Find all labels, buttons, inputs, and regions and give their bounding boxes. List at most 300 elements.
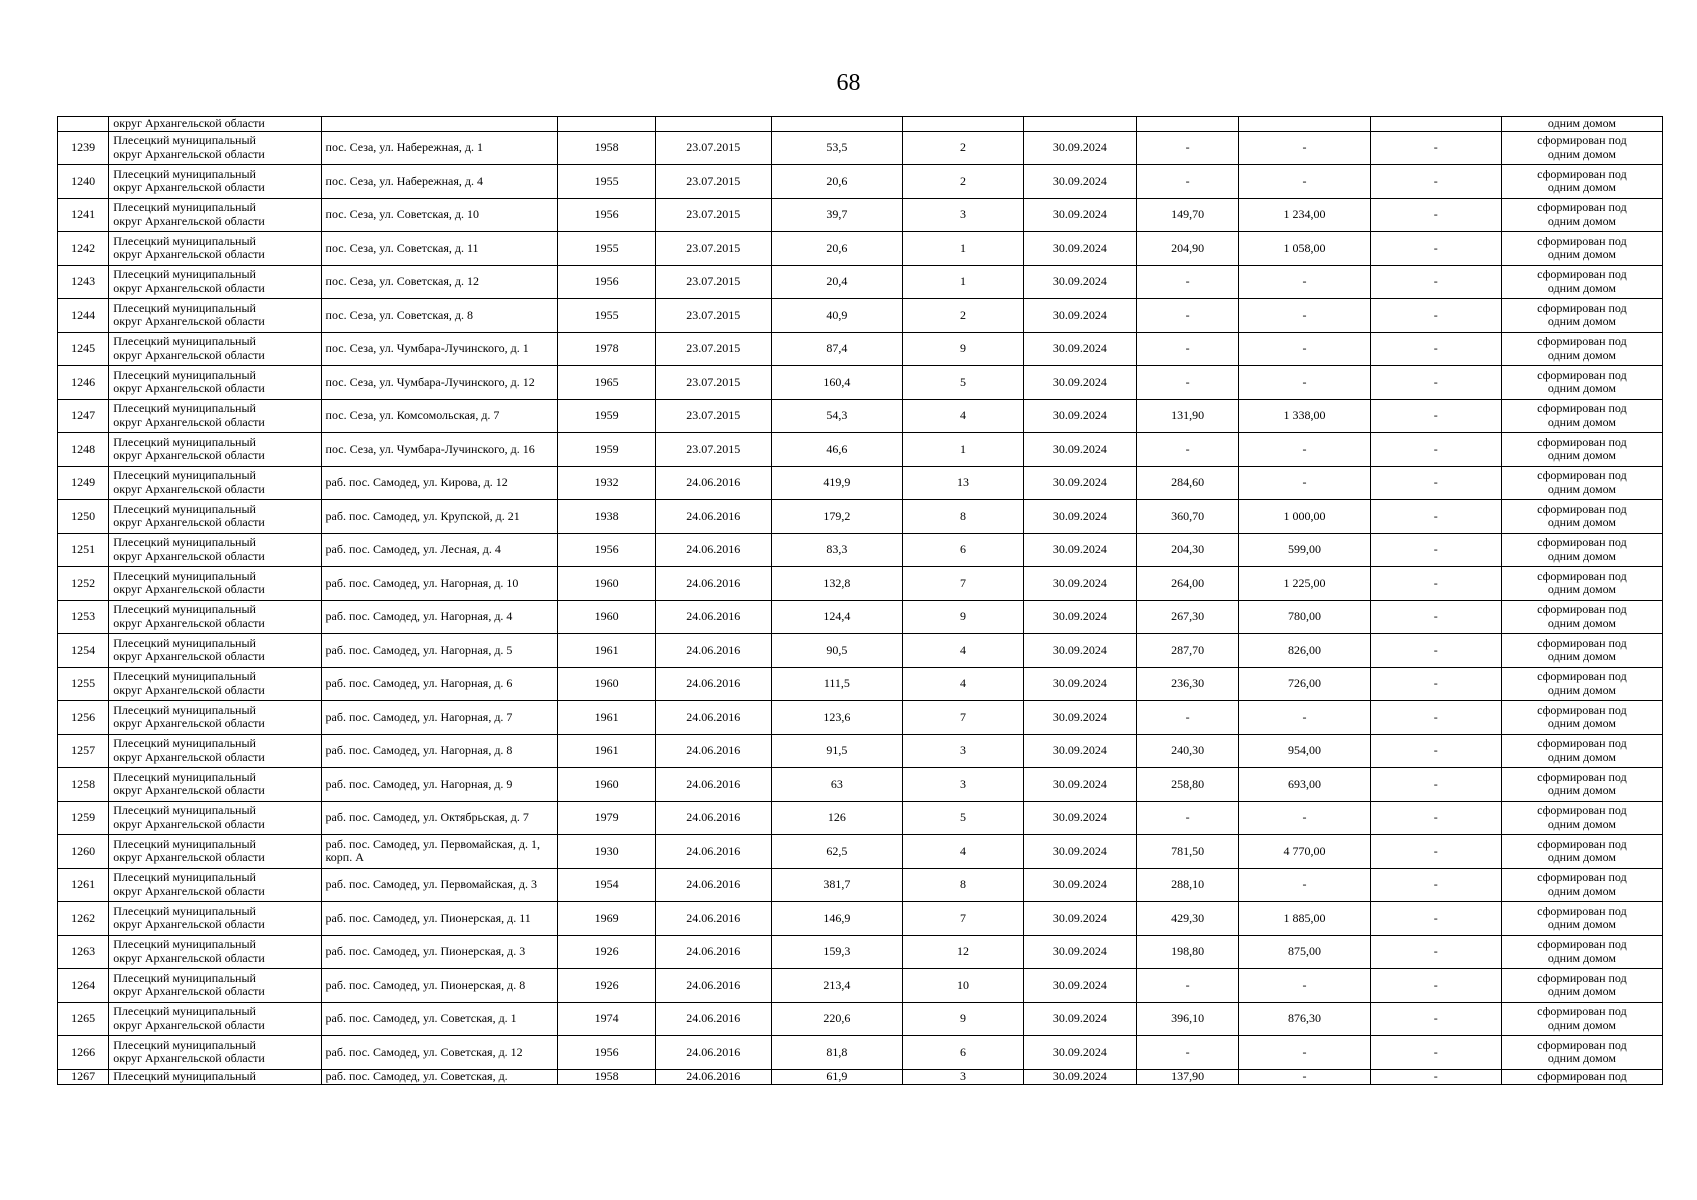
cell-num: 1258 xyxy=(58,768,109,802)
cell-municipality xyxy=(109,332,321,366)
cell-municipality-line-1: Плесецкий муниципальный xyxy=(113,166,256,181)
cell-amount-3: - xyxy=(1370,734,1501,768)
cell-date: 24.06.2016 xyxy=(655,667,771,701)
cell-address: пос. Сеза, ул. Советская, д. 10 xyxy=(321,198,558,232)
cell-plan-date: 30.09.2024 xyxy=(1024,399,1137,433)
cell-note-line-2: одним домом xyxy=(1547,146,1616,161)
cell-date: 24.06.2016 xyxy=(655,868,771,902)
cell-plan-date: 30.09.2024 xyxy=(1024,902,1137,936)
cell-municipality-line-2: округ Архангельской области xyxy=(113,448,265,463)
cell-note xyxy=(1501,935,1662,969)
cell-amount-3: - xyxy=(1370,868,1501,902)
cell-note-line-2: одним домом xyxy=(1547,448,1616,463)
cell-residents: 7 xyxy=(903,567,1024,601)
table-row xyxy=(58,1036,1663,1070)
cell-residents: 4 xyxy=(903,399,1024,433)
cell-residents: 7 xyxy=(903,701,1024,735)
cell-municipality-line-2: округ Архангельской области xyxy=(113,749,265,764)
cell-municipality-line-2: округ Архангельской области xyxy=(113,615,265,630)
cell-plan-date: 30.09.2024 xyxy=(1024,634,1137,668)
cell-date: 24.06.2016 xyxy=(655,801,771,835)
cell-num: 1264 xyxy=(58,969,109,1003)
table-row xyxy=(58,366,1663,400)
cell-plan-date: 30.09.2024 xyxy=(1024,667,1137,701)
cell-amount-3: - xyxy=(1370,667,1501,701)
cell-amount-1: - xyxy=(1136,299,1239,333)
cell-date: 23.07.2015 xyxy=(655,131,771,165)
cell-year: 1960 xyxy=(558,567,655,601)
table-row xyxy=(58,868,1663,902)
cell-amount-2 xyxy=(1239,117,1370,132)
cell-year: 1965 xyxy=(558,366,655,400)
cell-amount-2: - xyxy=(1239,332,1370,366)
cell-area: 126 xyxy=(771,801,902,835)
cell-note-line-1: сформирован под xyxy=(1537,568,1627,583)
cell-year: 1961 xyxy=(558,701,655,735)
cell-area: 83,3 xyxy=(771,533,902,567)
cell-plan-date: 30.09.2024 xyxy=(1024,299,1137,333)
cell-amount-1: 204,90 xyxy=(1136,232,1239,266)
cell-plan-date: 30.09.2024 xyxy=(1024,131,1137,165)
cell-amount-2: - xyxy=(1239,131,1370,165)
cell-num: 1265 xyxy=(58,1002,109,1036)
cell-note xyxy=(1501,667,1662,701)
cell-amount-3: - xyxy=(1370,533,1501,567)
cell-amount-2: - xyxy=(1239,969,1370,1003)
cell-year: 1958 xyxy=(558,131,655,165)
cell-note-line-2: одним домом xyxy=(1547,984,1616,999)
cell-municipality xyxy=(109,935,321,969)
cell-note-line-1: сформирован под xyxy=(1537,200,1627,215)
cell-address: раб. пос. Самодед, ул. Пионерская, д. 11 xyxy=(321,902,558,936)
table-row xyxy=(58,634,1663,668)
cell-municipality xyxy=(109,1002,321,1036)
cell-year: 1978 xyxy=(558,332,655,366)
cell-municipality xyxy=(109,1036,321,1070)
cell-date: 23.07.2015 xyxy=(655,198,771,232)
cell-note xyxy=(1501,198,1662,232)
cell-amount-3: - xyxy=(1370,232,1501,266)
cell-residents: 6 xyxy=(903,533,1024,567)
cell-note xyxy=(1501,165,1662,199)
cell-note-line-1: сформирован под xyxy=(1537,1004,1627,1019)
cell-plan-date: 30.09.2024 xyxy=(1024,868,1137,902)
cell-note xyxy=(1501,902,1662,936)
cell-plan-date: 30.09.2024 xyxy=(1024,801,1137,835)
cell-residents: 3 xyxy=(903,768,1024,802)
cell-note xyxy=(1501,466,1662,500)
cell-residents xyxy=(903,117,1024,132)
cell-note xyxy=(1501,969,1662,1003)
cell-note-line-2: одним домом xyxy=(1547,414,1616,429)
cell-amount-1: 258,80 xyxy=(1136,768,1239,802)
cell-note-line-2: одним домом xyxy=(1547,749,1616,764)
table-row xyxy=(58,667,1663,701)
cell-plan-date: 30.09.2024 xyxy=(1024,969,1137,1003)
cell-amount-3: - xyxy=(1370,466,1501,500)
cell-date: 24.06.2016 xyxy=(655,600,771,634)
cell-amount-2: - xyxy=(1239,801,1370,835)
cell-note-line-1: сформирован под xyxy=(1537,970,1627,985)
cell-amount-2: - xyxy=(1239,1036,1370,1070)
cell-municipality-line-2: округ Архангельской области xyxy=(113,716,265,731)
cell-date: 23.07.2015 xyxy=(655,299,771,333)
cell-residents: 9 xyxy=(903,600,1024,634)
cell-municipality xyxy=(109,667,321,701)
cell-address: раб. пос. Самодед, ул. Советская, д. 12 xyxy=(321,1036,558,1070)
cell-amount-1: - xyxy=(1136,701,1239,735)
cell-amount-3: - xyxy=(1370,969,1501,1003)
cell-note-line-1: сформирован под xyxy=(1537,870,1627,885)
table-row xyxy=(58,198,1663,232)
cell-amount-3: - xyxy=(1370,801,1501,835)
cell-amount-2: 1 000,00 xyxy=(1239,500,1370,534)
cell-address: пос. Сеза, ул. Советская, д. 8 xyxy=(321,299,558,333)
cell-plan-date: 30.09.2024 xyxy=(1024,332,1137,366)
cell-note-line-1: сформирован под xyxy=(1537,434,1627,449)
cell-year: 1932 xyxy=(558,466,655,500)
cell-note-line-2: одним домом xyxy=(1547,515,1616,530)
cell-municipality xyxy=(109,701,321,735)
cell-address: пос. Сеза, ул. Набережная, д. 4 xyxy=(321,165,558,199)
table-row xyxy=(58,299,1663,333)
cell-note xyxy=(1501,768,1662,802)
cell-municipality-line-1: Плесецкий муниципальный xyxy=(113,133,256,148)
cell-note xyxy=(1501,801,1662,835)
cell-municipality xyxy=(109,198,321,232)
cell-amount-3: - xyxy=(1370,567,1501,601)
cell-note-line-2: одним домом xyxy=(1547,615,1616,630)
cell-residents: 10 xyxy=(903,969,1024,1003)
cell-address: пос. Сеза, ул. Чумбара-Лучинского, д. 16 xyxy=(321,433,558,467)
cell-num: 1249 xyxy=(58,466,109,500)
cell-note-line-2: одним домом xyxy=(1547,280,1616,295)
table-row xyxy=(58,701,1663,735)
cell-note-line-1: сформирован под xyxy=(1537,803,1627,818)
cell-plan-date: 30.09.2024 xyxy=(1024,265,1137,299)
cell-date: 23.07.2015 xyxy=(655,366,771,400)
cell-area: 179,2 xyxy=(771,500,902,534)
cell-amount-2: 780,00 xyxy=(1239,600,1370,634)
cell-residents: 1 xyxy=(903,433,1024,467)
cell-area: 40,9 xyxy=(771,299,902,333)
cell-num: 1263 xyxy=(58,935,109,969)
cell-area: 39,7 xyxy=(771,198,902,232)
cell-amount-3: - xyxy=(1370,500,1501,534)
cell-plan-date: 30.09.2024 xyxy=(1024,600,1137,634)
cell-note-line-2: одним домом xyxy=(1547,682,1616,697)
cell-note xyxy=(1501,299,1662,333)
cell-municipality-line-1: Плесецкий муниципальный xyxy=(113,903,256,918)
cell-note-line-1: сформирован под xyxy=(1537,267,1627,282)
cell-note-line-1: сформирован под xyxy=(1537,702,1627,717)
cell-amount-3 xyxy=(1370,117,1501,132)
cell-municipality-line-2: округ Архангельской области xyxy=(113,481,265,496)
cell-amount-1 xyxy=(1136,117,1239,132)
cell-date: 23.07.2015 xyxy=(655,265,771,299)
cell-area: 62,5 xyxy=(771,835,902,869)
cell-amount-3: - xyxy=(1370,433,1501,467)
cell-amount-2: 875,00 xyxy=(1239,935,1370,969)
cell-amount-1: 429,30 xyxy=(1136,902,1239,936)
cell-plan-date: 30.09.2024 xyxy=(1024,835,1137,869)
cell-date: 24.06.2016 xyxy=(655,1002,771,1036)
cell-municipality xyxy=(109,868,321,902)
cell-address: пос. Сеза, ул. Советская, д. 12 xyxy=(321,265,558,299)
cell-amount-1: - xyxy=(1136,131,1239,165)
cell-amount-2: 693,00 xyxy=(1239,768,1370,802)
cell-plan-date: 30.09.2024 xyxy=(1024,701,1137,735)
cell-note-line-2: одним домом xyxy=(1547,314,1616,329)
cell-year: 1959 xyxy=(558,399,655,433)
cell-note-line-2: одним домом xyxy=(1547,548,1616,563)
cell-year xyxy=(558,117,655,132)
cell-year: 1938 xyxy=(558,500,655,534)
cell-municipality-line-1: Плесецкий муниципальный xyxy=(113,870,256,885)
cell-note-line-1: сформирован под xyxy=(1537,1037,1627,1052)
cell-num: 1240 xyxy=(58,165,109,199)
cell-residents: 1 xyxy=(903,265,1024,299)
cell-amount-3: - xyxy=(1370,1002,1501,1036)
cell-date: 24.06.2016 xyxy=(655,466,771,500)
cell-municipality-line-1: Плесецкий муниципальный xyxy=(113,434,256,449)
cell-address xyxy=(321,1069,558,1084)
table-row xyxy=(58,1002,1663,1036)
cell-municipality-line-1: Плесецкий муниципальный xyxy=(113,669,256,684)
cell-area: 81,8 xyxy=(771,1036,902,1070)
cell-note-line-2: одним домом xyxy=(1547,582,1616,597)
cell-amount-2: 1 338,00 xyxy=(1239,399,1370,433)
cell-area: 160,4 xyxy=(771,366,902,400)
cell-note-line-1: сформирован под xyxy=(1537,937,1627,952)
cell-municipality-line-2: округ Архангельской области xyxy=(113,314,265,329)
cell-municipality-line-1: Плесецкий муниципальный xyxy=(113,1037,256,1052)
cell-amount-3: - xyxy=(1370,299,1501,333)
cell-note xyxy=(1501,399,1662,433)
cell-note xyxy=(1501,265,1662,299)
page-number: 68 xyxy=(836,70,861,96)
cell-year: 1926 xyxy=(558,935,655,969)
cell-area: 61,9 xyxy=(771,1069,902,1084)
cell-note xyxy=(1501,1036,1662,1070)
cell-num: 1243 xyxy=(58,265,109,299)
cell-municipality-line-2: округ Архангельской области xyxy=(113,515,265,530)
cell-amount-1: - xyxy=(1136,165,1239,199)
cell-num: 1246 xyxy=(58,366,109,400)
cell-area: 132,8 xyxy=(771,567,902,601)
cell-plan-date: 30.09.2024 xyxy=(1024,232,1137,266)
cell-municipality-line-2: округ Архангельской области xyxy=(113,950,265,965)
cell-amount-1: 396,10 xyxy=(1136,1002,1239,1036)
cell-amount-3: - xyxy=(1370,399,1501,433)
cell-date: 23.07.2015 xyxy=(655,332,771,366)
cell-municipality xyxy=(109,265,321,299)
cell-plan-date: 30.09.2024 xyxy=(1024,466,1137,500)
cell-address-text: раб. пос. Самодед, ул. Советская, д. xyxy=(325,1070,508,1083)
cell-residents: 2 xyxy=(903,165,1024,199)
cell-year: 1961 xyxy=(558,734,655,768)
cell-residents: 8 xyxy=(903,500,1024,534)
cell-date: 24.06.2016 xyxy=(655,1036,771,1070)
table-body xyxy=(58,117,1663,1085)
cell-amount-1: 198,80 xyxy=(1136,935,1239,969)
cell-municipality-line-2: округ Архангельской области xyxy=(113,883,265,898)
cell-municipality xyxy=(109,1069,321,1084)
cell-date: 24.06.2016 xyxy=(655,835,771,869)
cell-plan-date: 30.09.2024 xyxy=(1024,1069,1137,1084)
cell-note-line-2: одним домом xyxy=(1547,816,1616,831)
cell-note-line-2: одним домом xyxy=(1547,481,1616,496)
cell-note-line-1: сформирован под xyxy=(1537,669,1627,684)
cell-residents: 4 xyxy=(903,667,1024,701)
cell-residents: 3 xyxy=(903,198,1024,232)
cell-year: 1959 xyxy=(558,433,655,467)
cell-date: 24.06.2016 xyxy=(655,1069,771,1084)
table-row xyxy=(58,902,1663,936)
cell-area: 20,6 xyxy=(771,232,902,266)
cell-num: 1254 xyxy=(58,634,109,668)
cell-municipality xyxy=(109,433,321,467)
cell-municipality-line-1: Плесецкий муниципальный xyxy=(113,535,256,550)
cell-date: 24.06.2016 xyxy=(655,701,771,735)
cell-year: 1930 xyxy=(558,835,655,869)
cell-amount-2: - xyxy=(1239,299,1370,333)
cell-amount-1: - xyxy=(1136,969,1239,1003)
cell-address: раб. пос. Самодед, ул. Нагорная, д. 5 xyxy=(321,634,558,668)
cell-amount-3: - xyxy=(1370,366,1501,400)
cell-area: 123,6 xyxy=(771,701,902,735)
cell-address: пос. Сеза, ул. Советская, д. 11 xyxy=(321,232,558,266)
cell-num: 1267 xyxy=(58,1069,109,1084)
table-row xyxy=(58,131,1663,165)
cell-note xyxy=(1501,835,1662,869)
cell-address: раб. пос. Самодед, ул. Нагорная, д. 9 xyxy=(321,768,558,802)
cell-note-line-2: одним домом xyxy=(1547,213,1616,228)
cell-year: 1956 xyxy=(558,1036,655,1070)
cell-municipality-line-2: округ Архангельской области xyxy=(113,816,265,831)
cell-note-line-1: сформирован под xyxy=(1537,166,1627,181)
cell-residents: 12 xyxy=(903,935,1024,969)
cell-num: 1262 xyxy=(58,902,109,936)
cell-amount-1: - xyxy=(1136,433,1239,467)
cell-amount-1: - xyxy=(1136,332,1239,366)
cell-amount-3: - xyxy=(1370,332,1501,366)
continuation-row xyxy=(58,117,1663,132)
cell-amount-3: - xyxy=(1370,902,1501,936)
cell-area: 419,9 xyxy=(771,466,902,500)
cell-date: 24.06.2016 xyxy=(655,902,771,936)
cell-residents: 13 xyxy=(903,466,1024,500)
table-row xyxy=(58,835,1663,869)
cell-note-line-2: одним домом xyxy=(1547,180,1616,195)
cell-residents: 9 xyxy=(903,1002,1024,1036)
cell-year: 1956 xyxy=(558,198,655,232)
cell-note xyxy=(1501,131,1662,165)
cell-date: 23.07.2015 xyxy=(655,232,771,266)
cell-plan-date: 30.09.2024 xyxy=(1024,165,1137,199)
table-row xyxy=(58,734,1663,768)
cell-note-line-2: одним домом xyxy=(1547,1017,1616,1032)
cell-amount-2: 1 225,00 xyxy=(1239,567,1370,601)
cell-municipality-line-2: округ Архангельской области xyxy=(113,917,265,932)
cell-amount-2: 4 770,00 xyxy=(1239,835,1370,869)
cell-plan-date: 30.09.2024 xyxy=(1024,1002,1137,1036)
cell-amount-2: - xyxy=(1239,466,1370,500)
table-row xyxy=(58,265,1663,299)
table-row xyxy=(58,466,1663,500)
cell-municipality-line-1: Плесецкий муниципальный xyxy=(113,635,256,650)
cell-amount-2: 954,00 xyxy=(1239,734,1370,768)
cell-municipality-line-1: Плесецкий муниципальный xyxy=(113,300,256,315)
cell-amount-1: 131,90 xyxy=(1136,399,1239,433)
cell-note-line-1: сформирован под xyxy=(1537,736,1627,751)
cell-num: 1250 xyxy=(58,500,109,534)
cell-num: 1266 xyxy=(58,1036,109,1070)
table-row-partial xyxy=(58,1069,1663,1084)
cell-amount-2: 826,00 xyxy=(1239,634,1370,668)
cell-note xyxy=(1501,634,1662,668)
cell-year: 1955 xyxy=(558,165,655,199)
cell-municipality xyxy=(109,232,321,266)
cell-area: 111,5 xyxy=(771,667,902,701)
cell-amount-1: - xyxy=(1136,265,1239,299)
cell-plan-date: 30.09.2024 xyxy=(1024,567,1137,601)
table-row xyxy=(58,567,1663,601)
cell-amount-2: 1 885,00 xyxy=(1239,902,1370,936)
cell-address: раб. пос. Самодед, ул. Нагорная, д. 4 xyxy=(321,600,558,634)
cell-area: 213,4 xyxy=(771,969,902,1003)
table-row xyxy=(58,232,1663,266)
cell-address: раб. пос. Самодед, ул. Первомайская, д. 1, корп. А xyxy=(321,835,558,869)
cell-municipality xyxy=(109,768,321,802)
cell-residents: 8 xyxy=(903,868,1024,902)
cell-municipality-line-1: Плесецкий муниципальный xyxy=(113,468,256,483)
cell-num: 1259 xyxy=(58,801,109,835)
cell-amount-3: - xyxy=(1370,265,1501,299)
cell-municipality xyxy=(109,500,321,534)
cell-note: одним домом xyxy=(1501,117,1662,132)
cell-date: 23.07.2015 xyxy=(655,399,771,433)
cell-address: пос. Сеза, ул. Набережная, д. 1 xyxy=(321,131,558,165)
cell-amount-2: 1 058,00 xyxy=(1239,232,1370,266)
cell-note-line-1: сформирован под xyxy=(1537,903,1627,918)
cell-note-line-2: одним домом xyxy=(1547,1051,1616,1066)
cell-year: 1956 xyxy=(558,533,655,567)
cell-note xyxy=(1501,567,1662,601)
cell-amount-1: 137,90 xyxy=(1136,1069,1239,1084)
table-row xyxy=(58,165,1663,199)
cell-area: 220,6 xyxy=(771,1002,902,1036)
cell-municipality-line-2: округ Архангельской области xyxy=(113,582,265,597)
cell-municipality-line-1: Плесецкий муниципальный xyxy=(113,702,256,717)
cell-amount-3: - xyxy=(1370,701,1501,735)
cell-municipality-line-1: Плесецкий муниципальный xyxy=(113,769,256,784)
cell-amount-1: - xyxy=(1136,1036,1239,1070)
cell-amount-1: 284,60 xyxy=(1136,466,1239,500)
cell-amount-2: - xyxy=(1239,165,1370,199)
cell-municipality-line-1: Плесецкий муниципальный xyxy=(113,200,256,215)
cell-note xyxy=(1501,868,1662,902)
cell-num: 1256 xyxy=(58,701,109,735)
cell-note xyxy=(1501,1069,1662,1084)
cell-amount-2: - xyxy=(1239,1069,1370,1084)
cell-note xyxy=(1501,533,1662,567)
cell-note xyxy=(1501,433,1662,467)
cell-residents: 7 xyxy=(903,902,1024,936)
cell-municipality xyxy=(109,835,321,869)
cell-note-line-2: одним домом xyxy=(1547,381,1616,396)
cell-municipality xyxy=(109,567,321,601)
